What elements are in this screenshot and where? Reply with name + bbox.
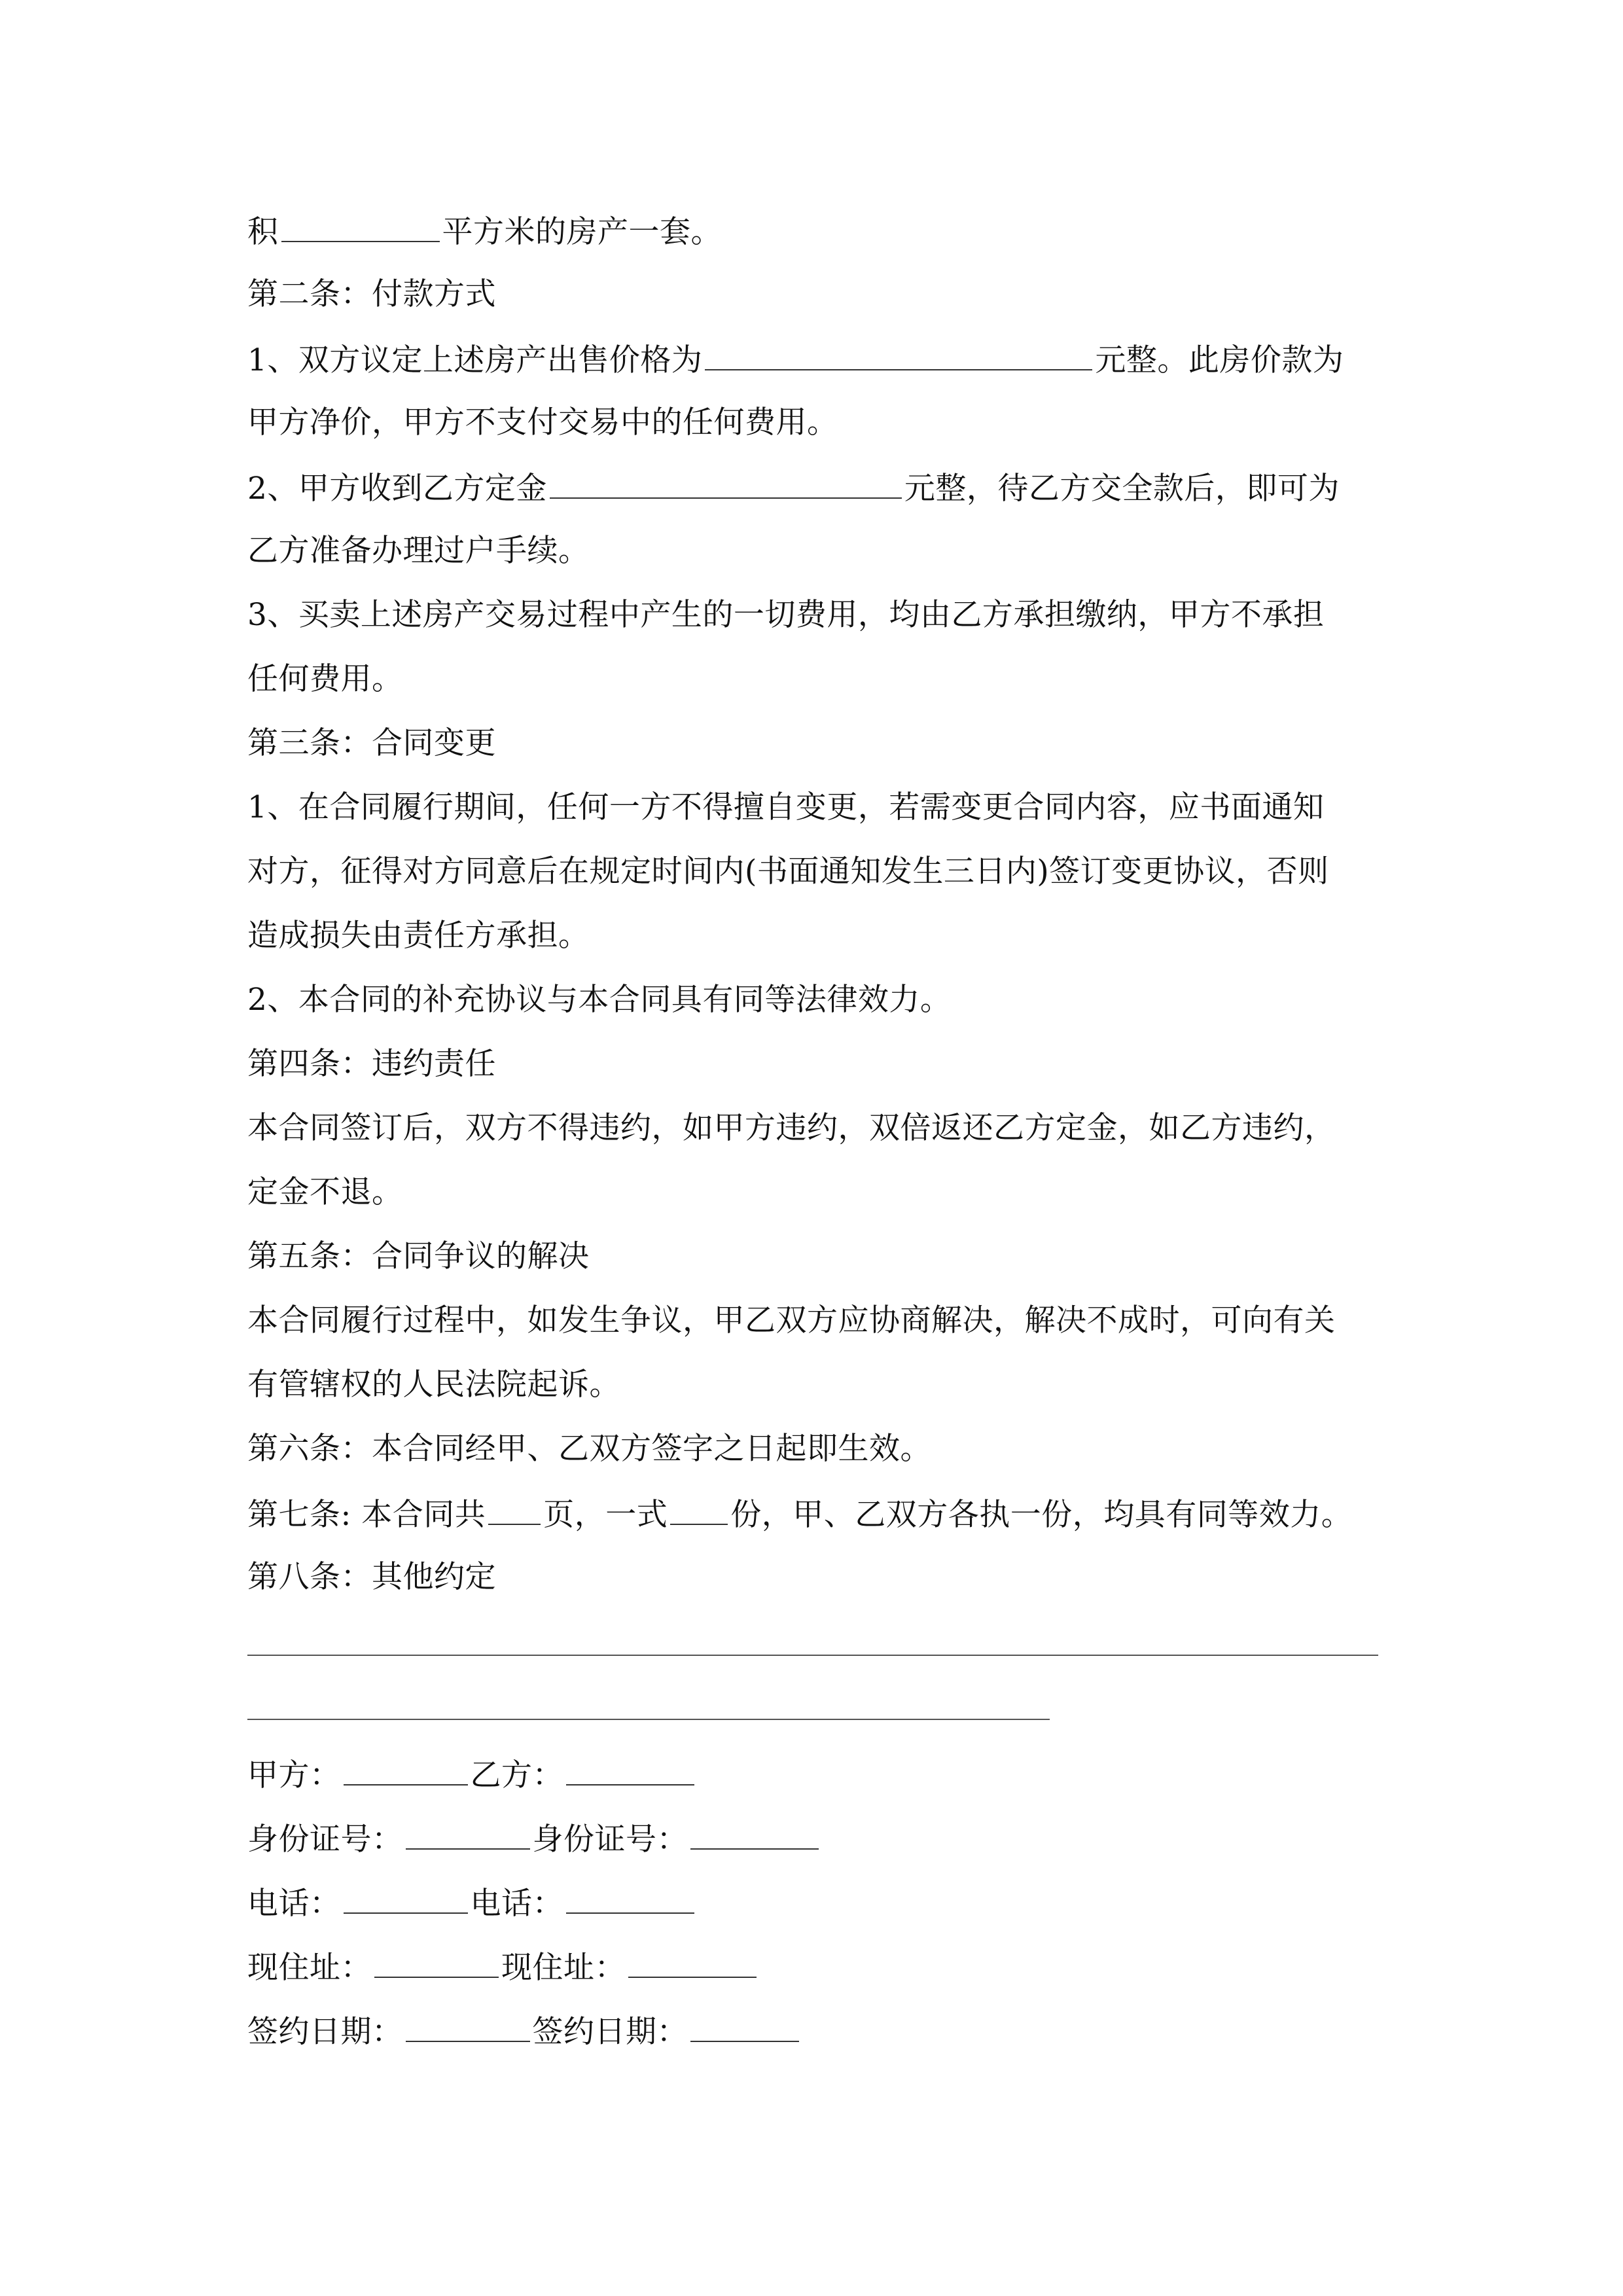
clause-3-heading: 第三条：合同变更 (247, 725, 496, 761)
sign-row-parties (247, 1754, 697, 1795)
other-terms-line-1 (247, 1655, 1378, 1656)
clause-2-item-3: 3、买卖上述房产交易过程中产生的一切费用，均由乙方承担缴纳，甲方不承担 (247, 597, 1325, 633)
date-b-blank (690, 2011, 799, 2042)
phone-b-label: 电话： (470, 1886, 563, 1922)
text: 元整，待乙方交全款后，即可为 (904, 471, 1340, 507)
clause-5-body-cont: 有管辖权的人民法院起诉。 (247, 1367, 620, 1403)
clause-6: 第六条：本合同经甲、乙双方签字之日起即生效。 (247, 1431, 931, 1467)
clause-2-item-2-cont: 乙方准备办理过户手续。 (247, 533, 590, 569)
addr-a-blank (374, 1946, 499, 1978)
sign-row-id (247, 1818, 821, 1859)
blank-pages (488, 1494, 541, 1525)
text: 2、甲方收到乙方定金 (247, 471, 547, 507)
line-area (247, 211, 722, 252)
clause-4-heading: 第四条：违约责任 (247, 1046, 496, 1082)
addr-b-label: 现住址： (501, 1950, 626, 1986)
clause-8-heading: 第八条：其他约定 (247, 1559, 496, 1595)
clause-5-body: 本合同履行过程中，如发生争议，甲乙双方应协商解决，解决不成时，可向有关 (247, 1302, 1336, 1338)
blank-area (281, 211, 440, 242)
party-a-label: 甲方： (247, 1757, 341, 1793)
clause-3-item-1: 1、在合同履行期间，任何一方不得擅自变更，若需变更合同内容，应书面通知 (247, 789, 1325, 825)
text: 页，一式 (543, 1497, 668, 1533)
phone-a-label: 电话： (247, 1886, 341, 1922)
clause-4-body: 本合同签订后，双方不得违约，如甲方违约，双倍返还乙方定金，如乙方违约， (247, 1110, 1336, 1146)
addr-a-label: 现住址： (247, 1950, 372, 1986)
id-a-blank (406, 1818, 530, 1850)
date-b-label: 签约日期： (532, 2014, 688, 2050)
clause-2-item-1 (247, 339, 1344, 380)
addr-b-blank (628, 1946, 757, 1978)
clause-4-body-cont: 定金不退。 (247, 1174, 403, 1210)
clause-2-heading: 第二条：付款方式 (247, 276, 496, 312)
party-b-label: 乙方： (470, 1757, 563, 1793)
text: 积 (247, 214, 279, 250)
blank-price (705, 339, 1092, 370)
id-b-label: 身份证号： (532, 1821, 688, 1857)
clause-7 (247, 1494, 1352, 1535)
phone-a-blank (344, 1882, 468, 1914)
text: 第七条: 本合同共 (247, 1497, 486, 1533)
sign-row-date (247, 2011, 802, 2052)
text: 元整。此房价款为 (1095, 342, 1344, 378)
text: 1、双方议定上述房产出售价格为 (247, 342, 703, 378)
text: 平方米的房产一套。 (442, 214, 722, 250)
clause-2-item-2 (247, 467, 1340, 509)
party-b-blank (566, 1754, 694, 1785)
clause-3-item-1-end: 造成损失由责任方承担。 (247, 918, 590, 954)
id-b-blank (690, 1818, 819, 1850)
date-a-blank (406, 2011, 530, 2042)
clause-2-item-1-cont: 甲方净价，甲方不支付交易中的任何费用。 (247, 404, 838, 440)
id-a-label: 身份证号： (247, 1821, 403, 1857)
clause-5-heading: 第五条：合同争议的解决 (247, 1238, 590, 1274)
sign-row-phone (247, 1882, 697, 1924)
other-terms-line-2 (247, 1719, 1050, 1720)
clause-2-item-3-cont: 任何费用。 (247, 661, 403, 697)
blank-copies (670, 1494, 728, 1525)
clause-3-item-1-cont: 对方，征得对方同意后在规定时间内(书面通知发生三日内)签订变更协议，否则 (247, 853, 1329, 889)
party-a-blank (344, 1754, 468, 1785)
date-a-label: 签约日期： (247, 2014, 403, 2050)
blank-deposit (550, 467, 902, 499)
sign-row-address (247, 1946, 759, 1988)
text: 份，甲、乙双方各执一份，均具有同等效力。 (730, 1497, 1353, 1533)
phone-b-blank (566, 1882, 694, 1914)
clause-3-item-2: 2、本合同的补充协议与本合同具有同等法律效力。 (247, 982, 952, 1018)
